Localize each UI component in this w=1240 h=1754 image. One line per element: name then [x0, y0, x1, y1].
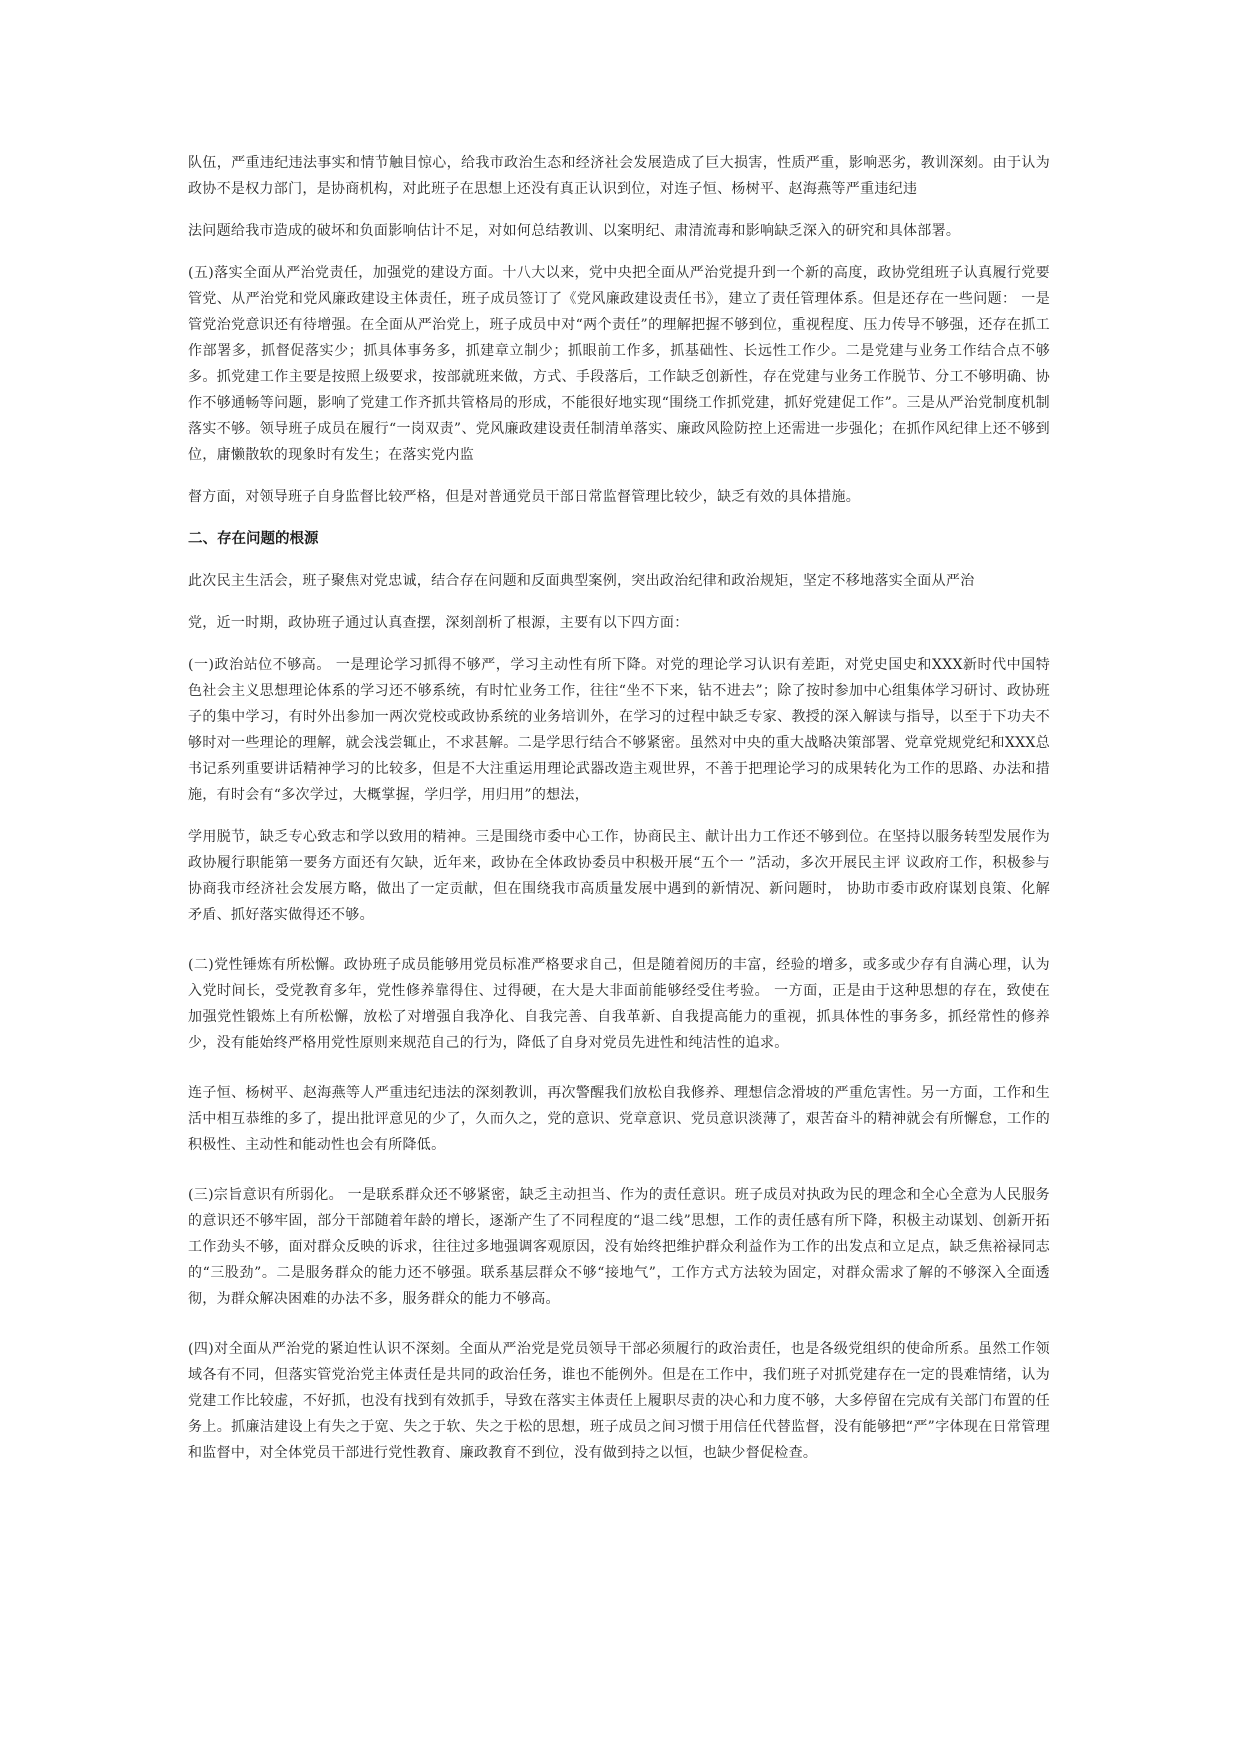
paragraph-5: 此次民主生活会，班子聚焦对党忠诚，结合存在问题和反面典型案例，突出政治纪律和政治规矩，坚定不移地落实全面从严治 — [188, 573, 975, 589]
paragraph-11: (三)宗旨意识有所弱化。 一是联系群众还不够紧密，缺乏主动担当、作为的责任意识。班子成员对执政为民的理念和全心全意为人民服务的意识还不够牢固，部分干部随着年龄的增长，逐渐产生了不同程度的“退二线”思想，工作的责任感有所下降，积极主动谋划、创新开拓工作劲头不够，面对群众反映的诉求，往往过多地强调客观原因，没有始终把维护群众利益作为工作的出发点和立足点，缺乏焦裕禄同志的“三股劲”。二是服务群众的能力还不够强。联系基层群众不够“接地气”，工作方式方法较为固定，对群众需求了解的不够深入全面透彻，为群众解决困难的办法不多，服务群众的能力不够高。 — [188, 1187, 1050, 1307]
section-heading: 二、存在问题的根源 — [188, 531, 319, 547]
paragraph-6: 党，近一时期，政协班子通过认真查摆，深刻剖析了根源，主要有以下四方面： — [188, 615, 689, 631]
paragraph-12: (四)对全面从严治党的紧迫性认识不深刻。全面从严治党是党员领导干部必须履行的政治责任，也是各级党组织的使命所系。虽然工作领域各有不同，但落实管党治党主体责任是共同的政治任务，谁也不能例外。但是在工作中，我们班子对抓党建存在一定的畏难情绪，认为党建工作比较虚，不好抓，也没有找到有效抓手，导致在落实主体责任上履职尽责的决心和力度不够，大多停留在完成有关部门布置的任务上。抓廉洁建设上有失之于宽、失之于软、失之于松的思想，班子成员之间习惯于用信任代替监督，没有能够把“严”字体现在日常管理和监督中，对全体党员干部进行党性教育、廉政教育不到位，没有做到持之以恒，也缺少督促检查。 — [188, 1341, 1050, 1461]
paragraph-1: 队伍，严重违纪违法事实和情节触目惊心，给我市政治生态和经济社会发展造成了巨大损害，性质严重，影响恶劣，教训深刻。由于认为政协不是权力部门，是协商机构，对此班子在思想上还没有真正认识到位，对连子恒、杨树平、赵海燕等严重违纪违 — [188, 155, 1050, 197]
paragraph-2: 法问题给我市造成的破坏和负面影响估计不足，对如何总结教训、以案明纪、肃清流毒和影响缺乏深入的研究和具体部署。 — [188, 223, 961, 239]
paragraph-3: (五)落实全面从严治党责任，加强党的建设方面。十八大以来，党中央把全面从严治党提升到一个新的高度，政协党组班子认真履行党要管党、从严治党和党风廉政建设主体责任，班子成员签订了《党风廉政建设责任书》，建立了责任管理体系。但是还存在一些问题： 一是管党治党意识还有待增强。在全面从严治党上，班子成员中对“两个责任”的理解把握不够到位，重视程度、压力传导不够强，还存在抓工作部署多，抓督促落实少；抓具体事务多，抓建章立制少；抓眼前工作多，抓基础性、长远性工作少。二是党建与业务工作结合点不够多。抓党建工作主要是按照上级要求，按部就班来做，方式、手段落后，工作缺乏创新性，存在党建与业务工作脱节、分工不够明确、协作不够通畅等问题，影响了党建工作齐抓共管格局的形成，不能很好地实现“围绕工作抓党建，抓好党建促工作”。三是从严治党制度机制落实不够。领导班子成员在履行“一岗双责”、党风廉政建设责任制清单落实、廉政风险防控上还需进一步强化；在抓作风纪律上还不够到位，庸懒散软的现象时有发生；在落实党内监 — [188, 265, 1050, 463]
paragraph-10: 连子恒、杨树平、赵海燕等人严重违纪违法的深刻教训，再次警醒我们放松自我修养、理想信念滑坡的严重危害性。另一方面，工作和生活中相互恭维的多了，提出批评意见的少了，久而久之，党的意识、党章意识、党员意识淡薄了，艰苦奋斗的精神就会有所懈怠，工作的积极性、主动性和能动性也会有所降低。 — [188, 1085, 1050, 1153]
paragraph-8: 学用脱节，缺乏专心致志和学以致用的精神。三是围绕市委中心工作，协商民主、献计出力工作还不够到位。在坚持以服务转型发展作为政协履行职能第一要务方面还有欠缺，近年来，政协在全体政协委员中积极开展“五个一 ”活动，多次开展民主评 议政府工作，积极参与协商我市经济社会发展方略，做出了一定贡献，但在围绕我市高质量发展中遇到的新情况、新问题时， 协助市委市政府谋划良策、化解矛盾、抓好落实做得还不够。 — [188, 829, 1050, 923]
paragraph-7: (一)政治站位不够高。 一是理论学习抓得不够严，学习主动性有所下降。对党的理论学习认识有差距，对党史国史和XXX新时代中国特色社会主义思想理论体系的学习还不够系统，有时忙业务工作，往往“坐不下来，钻不进去”；除了按时参加中心组集体学习研讨、政协班子的集中学习，有时外出参加一两次党校或政协系统的业务培训外，在学习的过程中缺乏专家、教授的深入解读与指导，以至于下功夫不够时对一些理论的理解，就会浅尝辄止，不求甚解。二是学思行结合不够紧密。虽然对中央的重大战略决策部署、党章党规党纪和XXX总书记系列重要讲话精神学习的比较多，但是不大注重运用理论武器改造主观世界，不善于把理论学习的成果转化为工作的思路、办法和措施，有时会有“多次学过，大概掌握，学归学，用归用”的想法， — [188, 657, 1050, 803]
document-page — [188, 150, 1050, 1466]
paragraph-4: 督方面，对领导班子自身监督比较严格，但是对普通党员干部日常监督管理比较少，缺乏有效的具体措施。 — [188, 489, 861, 505]
paragraph-9: (二)党性锤炼有所松懈。政协班子成员能够用党员标准严格要求自己，但是随着阅历的丰富，经验的增多，或多或少存有自满心理，认为入党时间长，受党教育多年，党性修养靠得住、过得硬，在大是大非面前能够经受住考验。 一方面，正是由于这种思想的存在，致使在加强党性锻炼上有所松懈，放松了对增强自我净化、自我完善、自我革新、自我提高能力的重视，抓具体性的事务多，抓经常性的修养少，没有能始终严格用党性原则来规范自己的行为，降低了自身对党员先进性和纯洁性的追求。 — [188, 957, 1050, 1051]
